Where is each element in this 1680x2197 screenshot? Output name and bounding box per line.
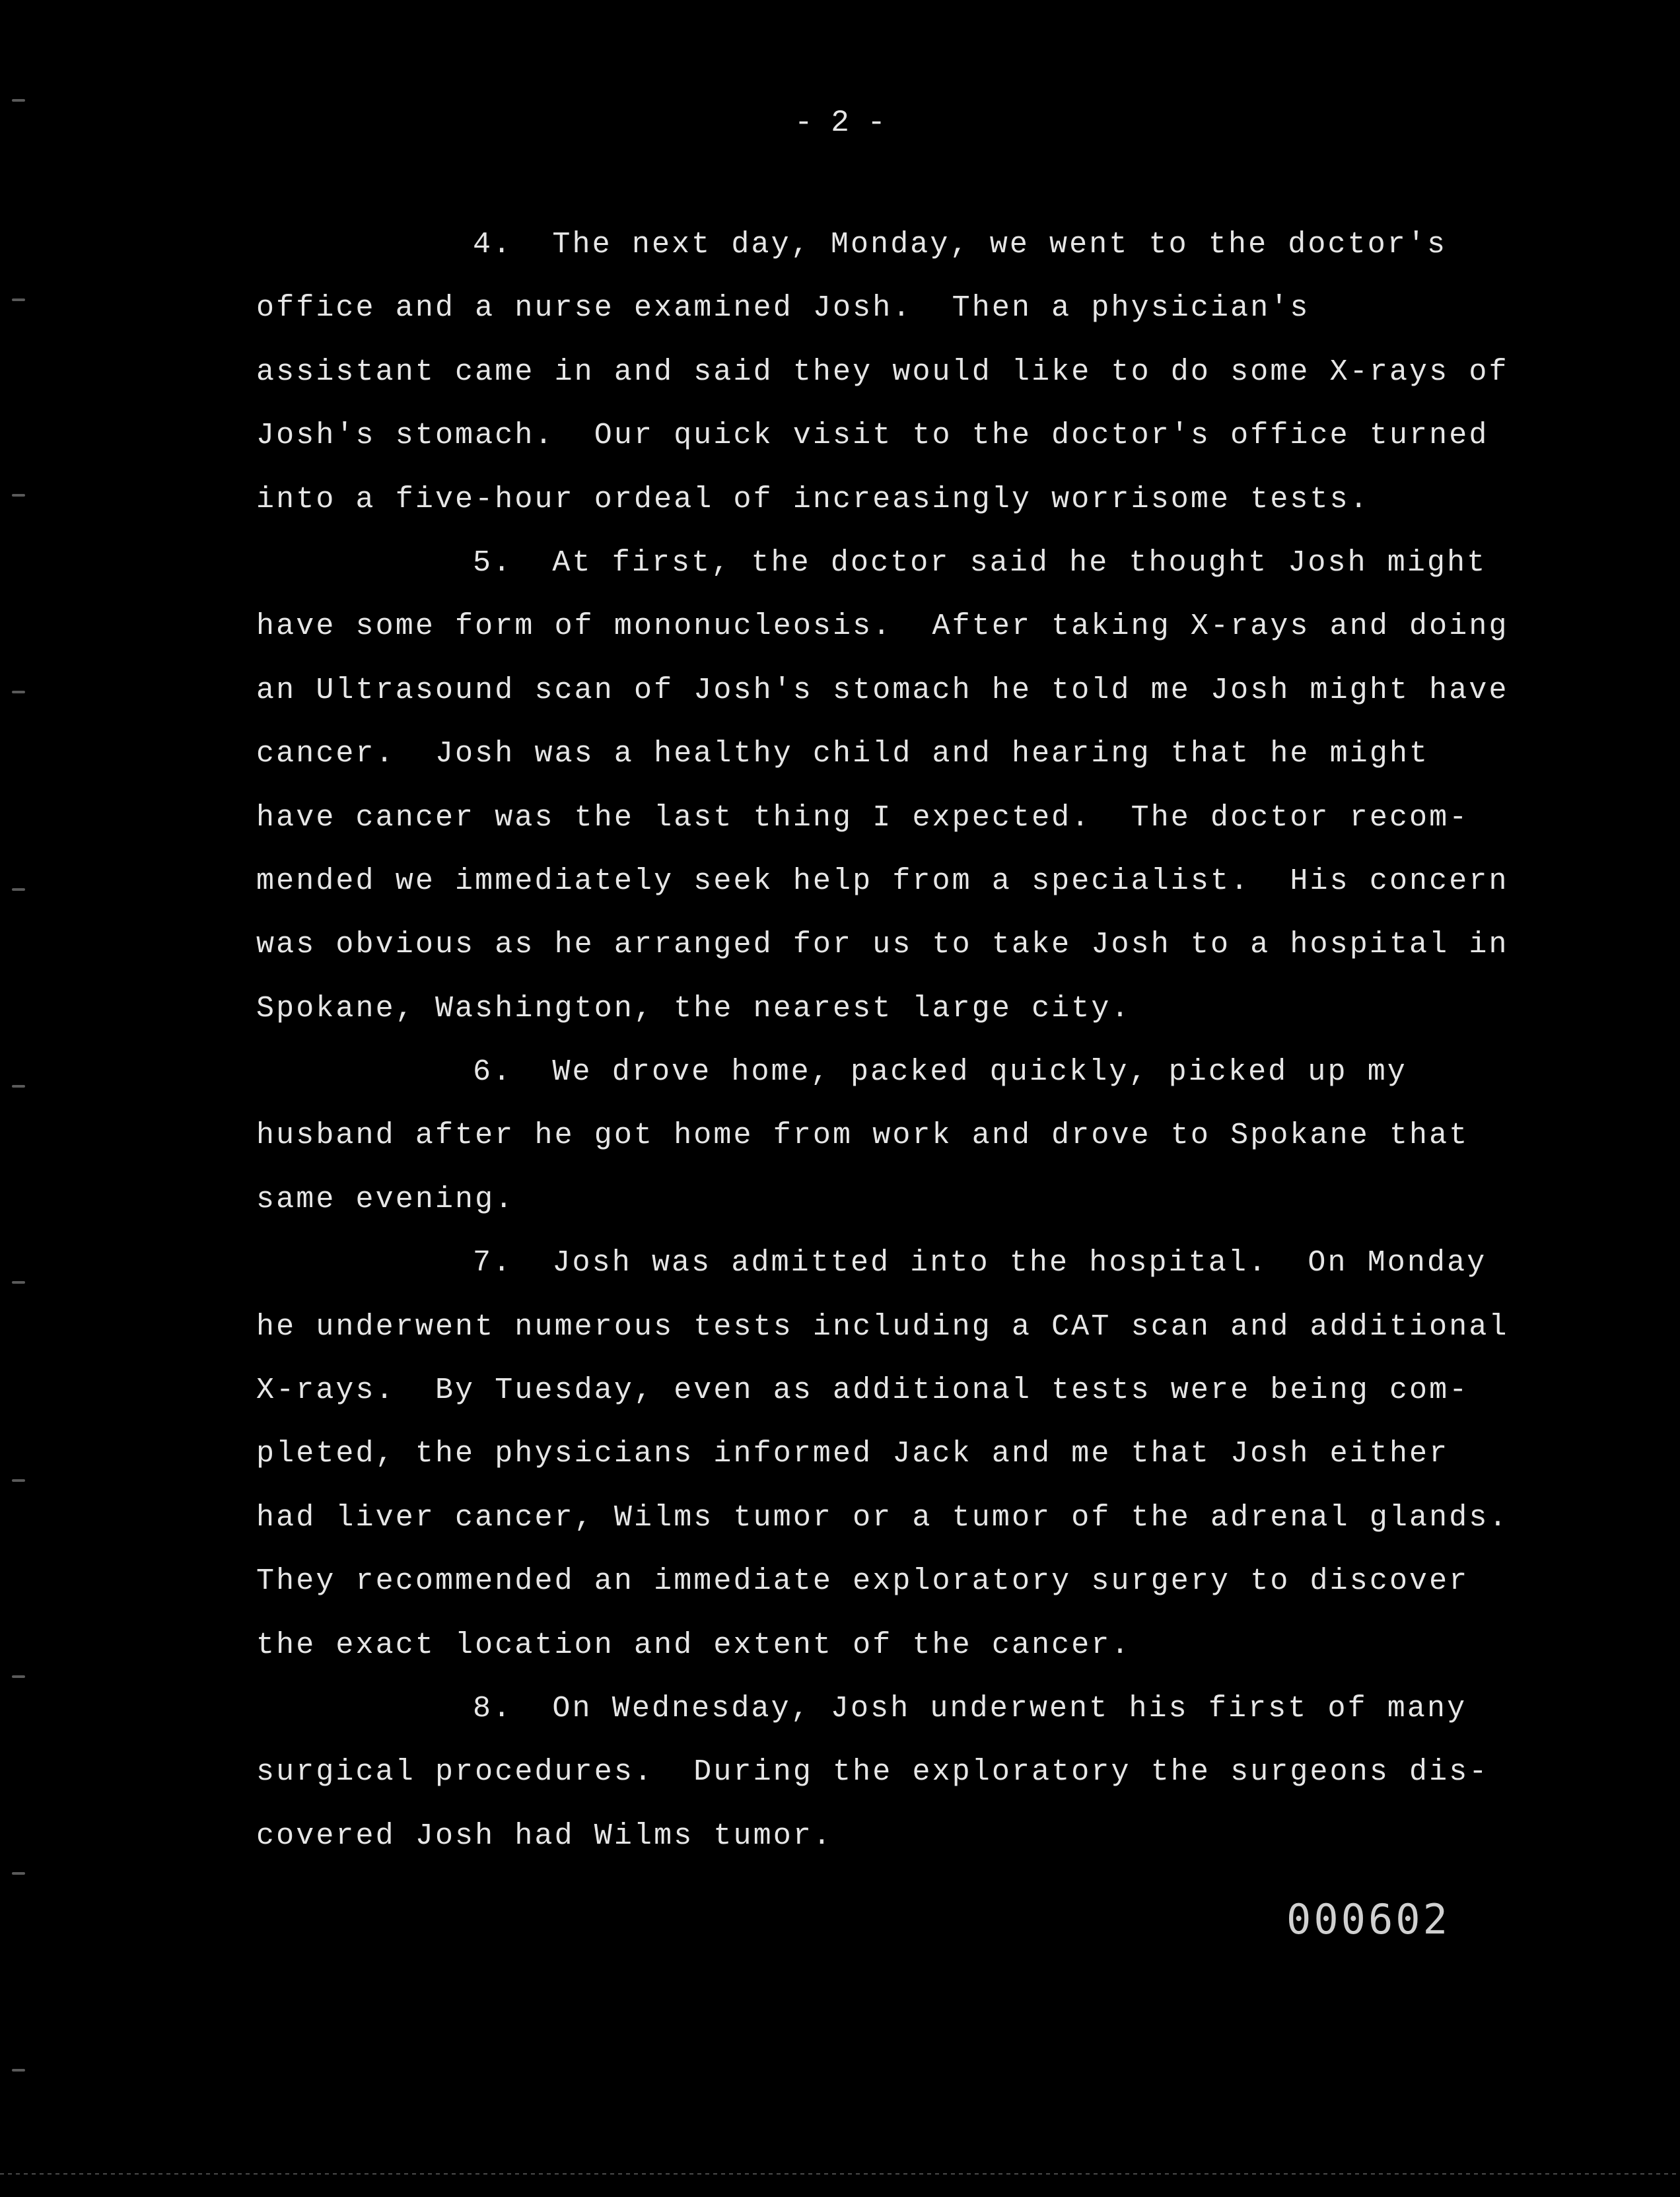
paragraph-7-line-2: he underwent numerous tests including a CAT scan and additional — [256, 1309, 1509, 1344]
scan-artifact — [12, 99, 25, 102]
scan-artifact — [12, 1085, 25, 1088]
paragraph-5-line-7: was obvious as he arranged for us to take Josh to a hospital in — [256, 928, 1509, 962]
paragraph-8-line-1: 8. On Wednesday, Josh underwent his first of many — [473, 1691, 1467, 1726]
paragraph-4-line-2: office and a nurse examined Josh. Then a physician's — [256, 291, 1310, 326]
scan-artifact — [12, 1479, 25, 1482]
paragraph-5-line-5: have cancer was the last thing I expected. The doctor recom- — [256, 800, 1469, 835]
paragraph-6-line-2: husband after he got home from work and drove to Spokane that — [256, 1119, 1469, 1153]
bates-number: 000602 — [1286, 1895, 1450, 1943]
document-body — [256, 225, 1511, 1879]
paragraph-6-line-1: 6. We drove home, packed quickly, picked up my — [473, 1055, 1407, 1090]
paragraph-7-line-3: X-rays. By Tuesday, even as additional tests were being com- — [256, 1374, 1469, 1408]
paragraph-7-line-5: had liver cancer, Wilms tumor or a tumor of the adrenal glands. — [256, 1500, 1509, 1535]
paragraph-5-line-4: cancer. Josh was a healthy child and hearing that he might — [256, 737, 1430, 771]
page-number: - 2 - — [794, 106, 886, 140]
scan-artifact — [12, 1281, 25, 1284]
scan-artifact — [12, 494, 25, 497]
paragraph-8-line-2: surgical procedures. During the exploratory the surgeons dis- — [256, 1755, 1489, 1790]
paragraph-5-line-8: Spokane, Washington, the nearest large city. — [256, 991, 1131, 1026]
paragraph-4-line-3: assistant came in and said they would like to do some X-rays of — [256, 355, 1509, 389]
scan-artifact — [12, 298, 25, 301]
scan-artifact — [12, 2069, 25, 2072]
paragraph-7-line-4: pleted, the physicians informed Jack and me that Josh either — [256, 1437, 1450, 1471]
scan-artifact — [12, 691, 25, 693]
paragraph-5-line-3: an Ultrasound scan of Josh's stomach he told me Josh might have — [256, 673, 1509, 707]
scan-artifact — [12, 1872, 25, 1875]
paragraph-7-line-6: They recommended an immediate exploratory surgery to discover — [256, 1564, 1469, 1599]
paragraph-4-line-4: Josh's stomach. Our quick visit to the doctor's office turned — [256, 419, 1489, 453]
scan-artifact — [12, 1675, 25, 1678]
scan-artifact — [12, 888, 25, 891]
paragraph-8-line-3: covered Josh had Wilms tumor. — [256, 1819, 833, 1853]
paragraph-5-line-2: have some form of mononucleosis. After taking X-rays and doing — [256, 610, 1509, 644]
paragraph-4-line-1: 4. The next day, Monday, we went to the doctor's — [473, 228, 1448, 262]
paragraph-7-line-7: the exact location and extent of the cancer. — [256, 1628, 1131, 1662]
scan-margin-marks — [0, 0, 53, 2197]
paragraph-4-line-5: into a five-hour ordeal of increasingly worrisome tests. — [256, 482, 1370, 516]
scan-bottom-edge — [0, 2173, 1680, 2175]
paragraph-5-line-6: mended we immediately seek help from a specialist. His concern — [256, 864, 1509, 898]
paragraph-6-line-3: same evening. — [256, 1182, 515, 1216]
paragraph-5-line-1: 5. At first, the doctor said he thought Josh might — [473, 545, 1487, 580]
paragraph-7-line-1: 7. Josh was admitted into the hospital. On Monday — [473, 1246, 1487, 1280]
